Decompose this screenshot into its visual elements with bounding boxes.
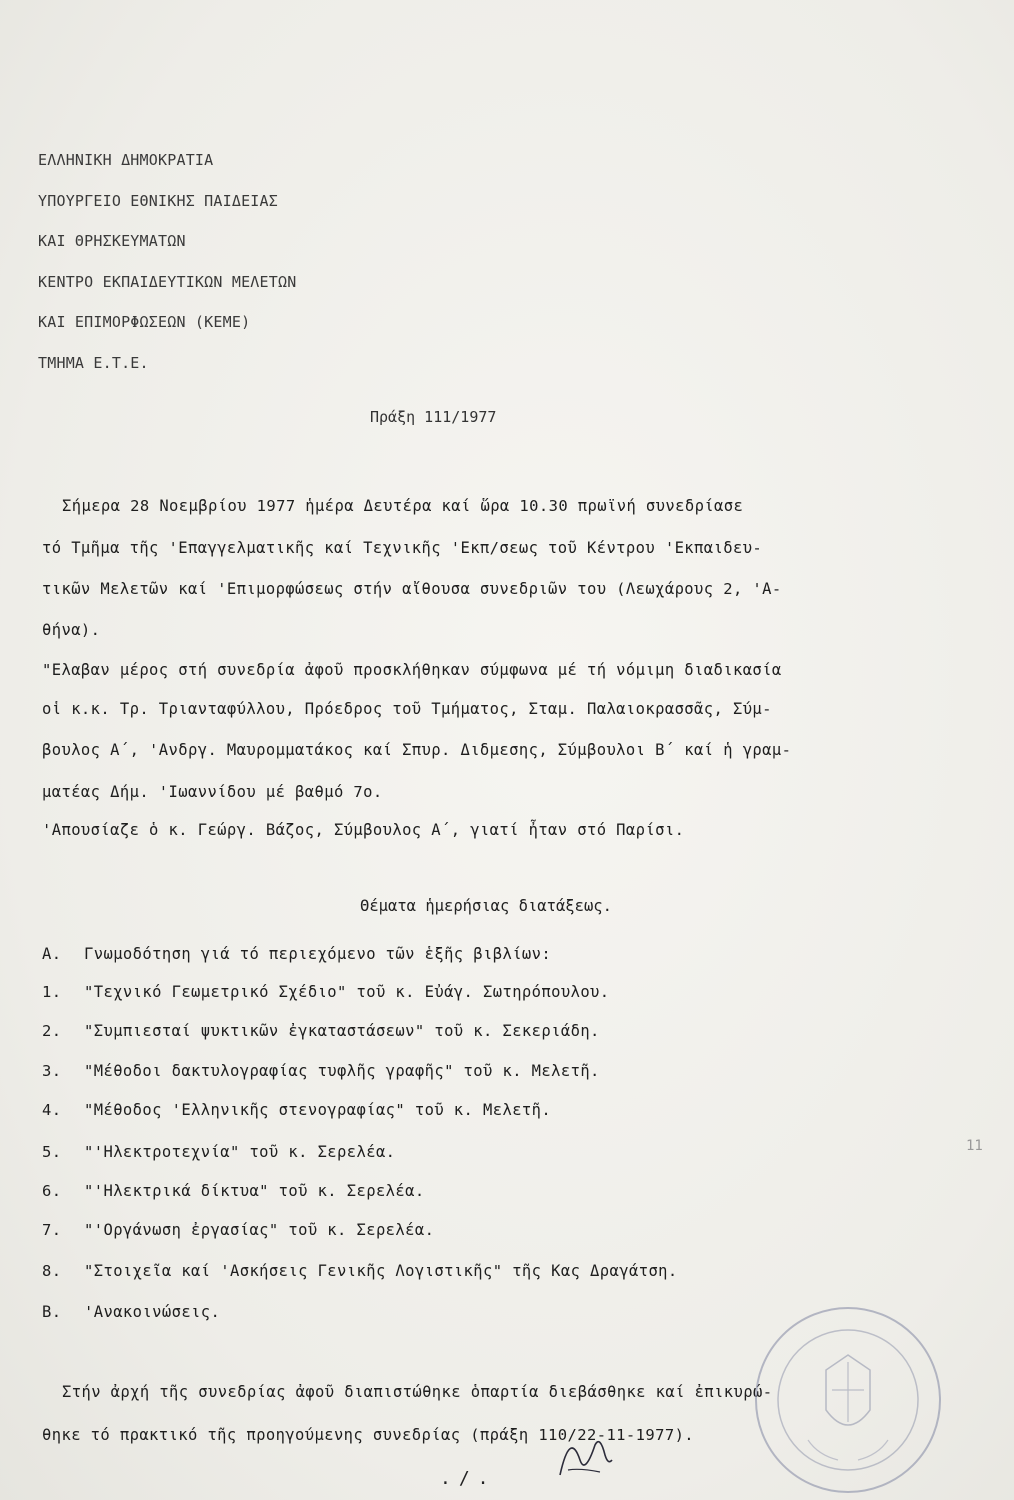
letterhead-line: ΤΜΗΜΑ Ε.Τ.Ε. [38, 353, 149, 372]
body-line: τικῶν Μελετῶν καί 'Επιμορφώσεως στήν αἴθουσα συνεδριῶν του (Λεωχάρους 2, 'Α- [42, 580, 782, 598]
agenda-item-text: 'Ανακοινώσεις. [84, 1303, 221, 1321]
body-line: "Ελαβαν μέρος στή συνεδρία ἀφοῦ προσκλήθηκαν σύμφωνα μέ τή νόμιμη διαδικασία [42, 661, 782, 679]
agenda-item-number: 5. [42, 1143, 62, 1161]
agenda-item [42, 1262, 678, 1280]
margin-mark: 11 [966, 1138, 983, 1154]
body-line: Σήμερα 28 Νοεμβρίου 1977 ἡμέρα Δευτέρα καί ὥρα 10.30 πρωϊνή συνεδρίασε [62, 497, 744, 515]
agenda-item-number: 8. [42, 1262, 62, 1280]
agenda-item-text: "Στοιχεῖα καί 'Ασκήσεις Γενικῆς Λογιστικῆς" τῆς Κας Δραγάτση. [84, 1262, 678, 1280]
agenda-item-number: 6. [42, 1182, 62, 1200]
letterhead-line: ΚΑΙ ΘΡΗΣΚΕΥΜΑΤΩΝ [38, 232, 186, 250]
closing-line: θηκε τό πρακτικό τῆς προηγούμενης συνεδρίας (πράξη 110/22-11-1977). [42, 1426, 695, 1444]
agenda-item-text: "'Οργάνωση ἐργασίας" τοῦ κ. Σερελέα. [84, 1221, 435, 1239]
agenda-item-number: 7. [42, 1221, 62, 1239]
agenda-item [42, 945, 551, 963]
letterhead-line: ΚΕΝΤΡΟ ΕΚΠΑΙΔΕΥΤΙΚΩΝ ΜΕΛΕΤΩΝ [38, 272, 297, 291]
agenda-item-text: "Τεχνικό Γεωμετρικό Σχέδιο" τοῦ κ. Εὐάγ. Σωτηρόπουλου. [84, 983, 610, 1001]
body-line: ματέας Δήμ. 'Ιωαννίδου μέ βαθμό 7ο. [42, 783, 383, 801]
letterhead-line: ΚΑΙ ΕΠΙΜΟΡΦΩΣΕΩΝ (ΚΕΜΕ) [38, 313, 251, 331]
body-line: τό Τμῆμα τῆς 'Επαγγελματικῆς καί Τεχνικῆς 'Εκπ/σεως τοῦ Κέντρου 'Εκπαιδευ- [42, 539, 763, 557]
agenda-item [42, 1022, 600, 1040]
agenda-item-text: "'Ηλεκτρικά δίκτυα" τοῦ κ. Σερελέα. [84, 1182, 425, 1200]
agenda-item-number: Α. [42, 945, 62, 963]
agenda-item-text: "'Ηλεκτροτεχνία" τοῦ κ. Σερελέα. [84, 1143, 396, 1161]
agenda-item [42, 1182, 425, 1200]
agenda-item [42, 1101, 551, 1119]
agenda-item-text: "Μέθοδος 'Ελληνικῆς στενογραφίας" τοῦ κ. Μελετῆ. [84, 1101, 552, 1119]
document-title: Πράξη 111/1977 [370, 408, 497, 426]
agenda-item [42, 1062, 600, 1080]
official-seal-icon [748, 1300, 948, 1500]
agenda-item [42, 1143, 395, 1161]
agenda-item-number: 1. [42, 983, 62, 1001]
agenda-item-number: 4. [42, 1101, 62, 1119]
agenda-item [42, 983, 610, 1001]
agenda-item-text: Γνωμοδότηση γιά τό περιεχόμενο τῶν ἑξῆς βιβλίων: [84, 945, 552, 963]
agenda-item-number: 2. [42, 1022, 62, 1040]
signature-icon [550, 1420, 620, 1490]
body-line: 'Απουσίαζε ὁ κ. Γεώργ. Βάζος, Σύμβουλος Α΄, γιατί ἦταν στό Παρίσι. [42, 821, 685, 839]
letterhead-line: ΥΠΟΥΡΓΕΙΟ ΕΘΝΙΚΗΣ ΠΑΙΔΕΙΑΣ [38, 191, 278, 210]
agenda-title: Θέματα ἡμερήσιας διατάξεως. [360, 897, 612, 915]
agenda-item-number: 3. [42, 1062, 62, 1080]
closing-line: Στήν ἀρχή τῆς συνεδρίας ἀφοῦ διαπιστώθηκε ὁπαρτία διεβάσθηκε καί ἐπικυρώ- [62, 1383, 773, 1401]
agenda-item [42, 1303, 220, 1321]
agenda-item-number: Β. [42, 1303, 62, 1321]
continuation-mark: ./. [440, 1468, 497, 1489]
agenda-item-text: "Μέθοδοι δακτυλογραφίας τυφλῆς γραφῆς" τοῦ κ. Μελετῆ. [84, 1062, 600, 1080]
agenda-item-text: "Συμπιεσταί ψυκτικῶν ἐγκαταστάσεων" τοῦ κ. Σεκεριάδη. [84, 1022, 600, 1040]
body-line: οἱ κ.κ. Τρ. Τριανταφύλλου, Πρόεδρος τοῦ Τμήματος, Σταμ. Παλαιοκρασσᾶς, Σύμ- [42, 700, 772, 718]
body-line: θήνα). [42, 621, 101, 639]
letterhead [38, 140, 296, 383]
body-line: βουλος Α΄, 'Ανδργ. Μαυρομματάκος καί Σπυρ. Διδμεσης, Σύμβουλοι Β΄ καί ἡ γραμ- [42, 741, 792, 759]
letterhead-line: ΕΛΛΗΝΙΚΗ ΔΗΜΟΚΡΑΤΙΑ [38, 151, 214, 169]
agenda-item [42, 1221, 434, 1239]
